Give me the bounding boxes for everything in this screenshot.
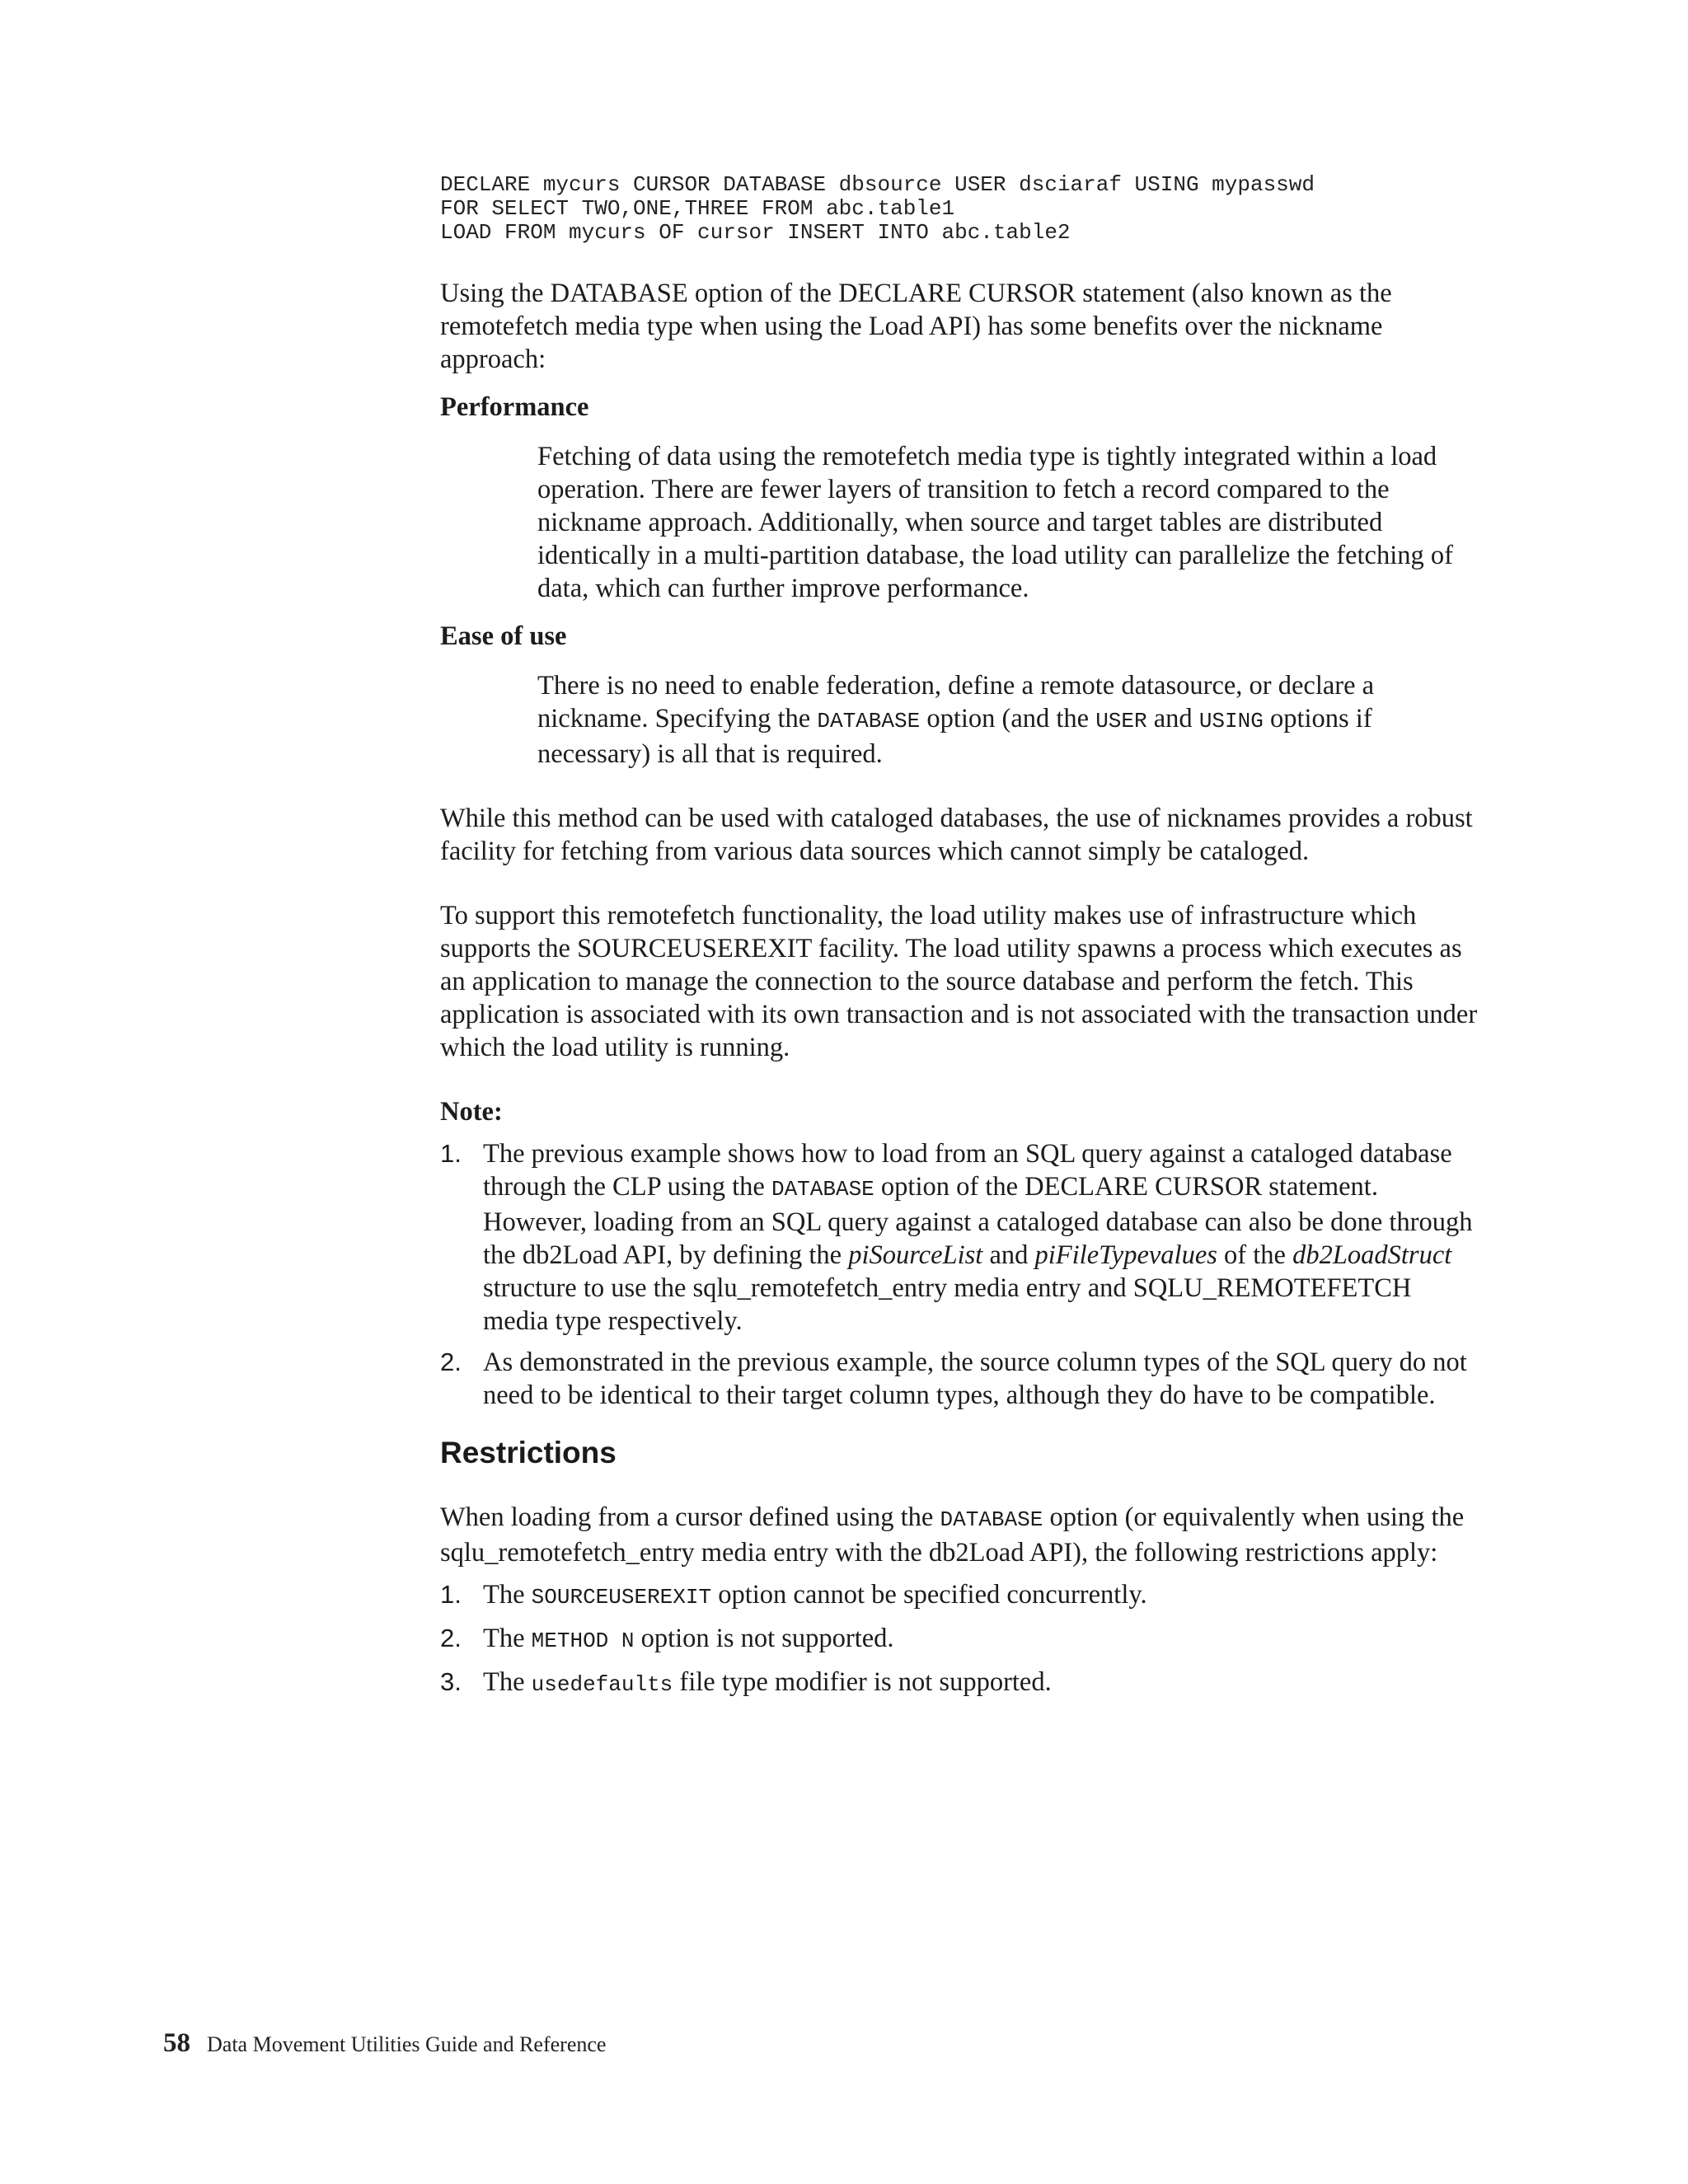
definition-term-ease-of-use: Ease of use: [440, 621, 567, 651]
list-number: 1.: [440, 1580, 462, 1609]
list-number: 3.: [440, 1667, 462, 1696]
restrictions-list: [440, 1578, 1479, 1701]
inline-code: DATABASE: [817, 709, 921, 733]
code-block: [440, 173, 1479, 245]
definition-text-performance: Fetching of data using the remotefetch media type is tightly integrated within a load operation. There are fewer layers of transition to fetch a record compared to the nickname approach. Additionally, when source and target tables are distributed identically in a multi-partition database, the load utility can parallelize the fetching of data, which can further improve performance.: [537, 442, 1453, 603]
intro-paragraph: Using the DATABASE option of the DECLARE CURSOR statement (also known as the remotefetch media type when using the Load API) has some benefits over the nickname approach:: [440, 279, 1392, 374]
page-number: 58: [163, 2028, 190, 2058]
list-number: 2.: [440, 1624, 462, 1652]
inline-code: usedefaults: [531, 1672, 673, 1697]
italic-term: piSourceList: [848, 1240, 983, 1270]
list-number: 1.: [440, 1139, 462, 1168]
list-number: 2.: [440, 1347, 462, 1376]
code-line: DECLARE mycurs CURSOR DATABASE dbsource USER dsciaraf USING mypasswd: [440, 172, 1315, 197]
inline-code: USING: [1198, 709, 1264, 733]
inline-code: DATABASE: [940, 1507, 1043, 1532]
list-item: 1. The SOURCEUSEREXIT option cannot be specified concurrently.: [440, 1580, 1147, 1610]
paragraph-remotefetch: To support this remotefetch functionality, the load utility makes use of infrastructure which supports the SOURCEUSEREXIT facility. The load utility spawns a process which executes as an application to manage the connection to the source database and perform the fetch. This application is associated with its own transaction and is not associated with the transaction under which the load utility is running.: [440, 901, 1478, 1062]
list-item: 2. The METHOD N option is not supported.: [440, 1624, 894, 1653]
list-item: 1. The previous example shows how to load from an SQL query against a cataloged database through the CLP using the DATABASE option of the DECLARE CURSOR statement. However, loading from an SQL query against a cataloged database can also be done through the db2Load API, by defining the piSourceList and piFileTypevalues of the db2LoadStruct structure to use the sqlu_remotefetch_entry media entry and SQLU_REMOTEFETCH media type respectively.: [440, 1139, 1473, 1336]
list-item: 2. As demonstrated in the previous example, the source column types of the SQL query do not need to be identical to their target column types, although they do have to be compatible.: [440, 1347, 1467, 1410]
note-label: Note:: [440, 1097, 503, 1127]
inline-code: SOURCEUSEREXIT: [531, 1585, 712, 1610]
paragraph-cataloged: While this method can be used with cataloged databases, the use of nicknames provides a robust facility for fetching from various data sources which cannot simply be cataloged.: [440, 804, 1473, 866]
page-content: [440, 173, 1479, 1701]
inline-code: DATABASE: [771, 1177, 874, 1202]
book-title: Data Movement Utilities Guide and Reference: [207, 2032, 607, 2056]
italic-term: piFileTypevalues: [1034, 1240, 1217, 1270]
page-footer: [163, 2029, 606, 2059]
restrictions-intro: When loading from a cursor defined using the DATABASE option (or equivalently when using the sqlu_remotefetch_entry media entry with the db2Load API), the following restrictions apply:: [440, 1502, 1465, 1568]
definition-text-ease-of-use: There is no need to enable federation, define a remote datasource, or declare a nickname. Specifying the DATABASE option (and the USER and USING options if necessary) is all that is required.: [537, 671, 1375, 769]
list-item: 3. The usedefaults file type modifier is not supported.: [440, 1667, 1052, 1697]
inline-code: USER: [1095, 709, 1147, 733]
italic-term: db2LoadStruct: [1292, 1240, 1452, 1270]
section-heading-restrictions: Restrictions: [440, 1436, 617, 1469]
definition-term-performance: Performance: [440, 392, 589, 422]
note-list: [440, 1137, 1479, 1412]
code-line: FOR SELECT TWO,ONE,THREE FROM abc.table1: [440, 196, 955, 221]
inline-code: METHOD N: [531, 1629, 635, 1653]
code-line: LOAD FROM mycurs OF cursor INSERT INTO abc.table2: [440, 220, 1071, 245]
